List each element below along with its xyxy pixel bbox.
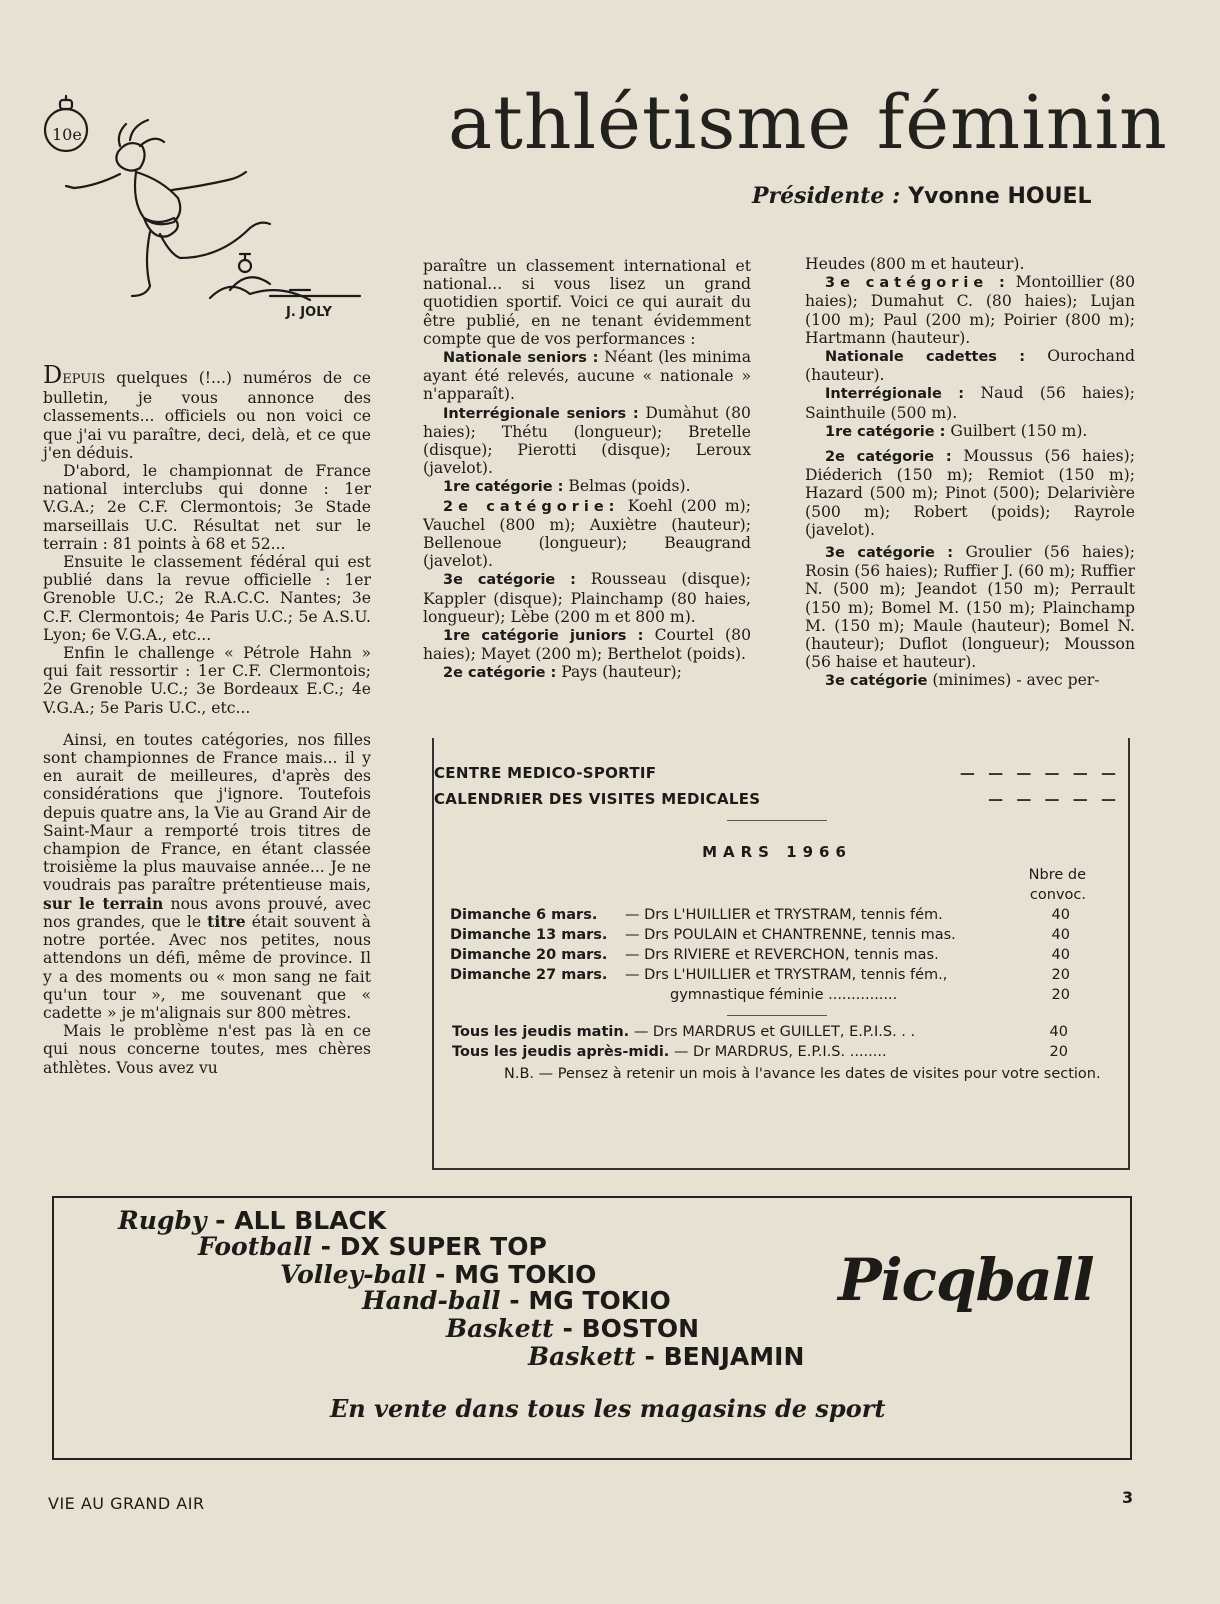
col2-interregionale-seniors: Interrégionale seniors : Dumàhut (80 haies); Thétu (longueur); Bretelle (disque); Pierotti (disque); Leroux (javelot). xyxy=(423,403,751,478)
medical-box-bottom-rule xyxy=(432,1168,1130,1170)
col2-categorie-3: 3e catégorie : Rousseau (disque); Kappler (disque); Plainchamp (80 haies, longueur); Lèbe (200 m et 800 m). xyxy=(423,570,751,626)
dropcap: D xyxy=(43,361,63,389)
short-divider xyxy=(727,1015,827,1016)
col2-categorie-2: 2e catégorie: Koehl (200 m); Vauchel (800 m); Auxiètre (hauteur); Bellenoue (longueur); Beaugrand (javelot). xyxy=(423,496,751,571)
weekly-visits xyxy=(434,1024,1120,1085)
thursday-morning-row: Tous les jeudis matin. — Drs MARDRUS et GUILLET, E.P.I.S. . . 40 xyxy=(452,1024,1068,1040)
medical-heading-1: CENTRE MEDICO-SPORTIF — — — — — — xyxy=(434,764,1120,782)
month-heading: MARS 1966 xyxy=(702,843,852,861)
column-2 xyxy=(423,257,751,683)
publication-name: VIE AU GRAND AIR xyxy=(48,1494,205,1513)
medical-calendar xyxy=(434,764,1120,1085)
col2-juniors-2: 2e catégorie : Pays (hauteur); xyxy=(443,663,682,682)
brand-logo: Picqball xyxy=(838,1246,1094,1314)
advert-tagline: En vente dans tous les magasins de sport xyxy=(330,1394,886,1423)
president-line xyxy=(752,183,1092,209)
col3-categorie-3b: 3e catégorie : Groulier (56 haies); Rosin (56 haies); Ruffier J. (60 m); Ruffier N. (500 m); Jeandot (150 m); Perrault (150 m); Bomel M. (150 m); Plainchamp M. (150 m); Maule (hauteur); Bomel N. (hauteur); Duflot (longueur); Mousson (56 haise et hauteur). xyxy=(805,543,1135,672)
advert-line: Baskett - BOSTON xyxy=(446,1314,700,1343)
col3-paragraph-1: Heudes (800 m et hauteur). xyxy=(805,255,1025,273)
visit-list xyxy=(434,907,1120,1007)
col3-categorie-1: 1re catégorie : Guilbert (150 m). xyxy=(825,421,1088,440)
advert-box xyxy=(52,1196,1132,1460)
col1-paragraph-6: Mais le problème n'est pas là en ce qui nous concerne toutes, mes chères athlètes. Vous avez vu xyxy=(43,1022,371,1077)
medical-box-right-rule xyxy=(1128,738,1130,1170)
page-title: athlétisme féminin xyxy=(448,80,1168,166)
advert-line: Baskett - BENJAMIN xyxy=(528,1342,805,1371)
visit-row: Dimanche 27 mars. — Drs L'HUILLIER et TRYSTRAM, tennis fém., 20 xyxy=(450,967,1070,983)
president-name: Yvonne HOUEL xyxy=(908,184,1092,209)
col2-categorie-1: 1re catégorie : Belmas (poids). xyxy=(443,477,691,496)
col3-categorie-2: 2e catégorie : Moussus (56 haies); Diéderich (150 m); Remiot (150 m); Hazard (500 m); Pinot (500); Delarivière (500 m); Robert (poids); Rayrole (javelot). xyxy=(805,447,1136,539)
advert-line: Rugby - ALL BLACK xyxy=(118,1206,387,1235)
visit-row: Dimanche 6 mars. — Drs L'HUILLIER et TRYSTRAM, tennis fém. 40 xyxy=(450,907,1070,923)
medical-heading-2: CALENDRIER DES VISITES MEDICALES — — — — — xyxy=(434,790,1120,808)
page-number: 3 xyxy=(1122,1488,1134,1507)
column-1 xyxy=(43,361,371,1077)
visit-row: Dimanche 13 mars. — Drs POULAIN et CHANTRENNE, tennis mas. 40 xyxy=(450,927,1070,943)
col2-nationale-seniors: Nationale seniors : Néant (les minima ayant été relevés, aucune « nationale » n'apparaît). xyxy=(423,348,751,404)
col3-categorie-3: 3e catégorie : Montoillier (80 haies); Dumahut C. (80 haies); Lujan (100 m); Paul (200 m); Poirier (800 m); Hartmann (hauteur). xyxy=(805,273,1135,347)
col1-paragraph-3: Ensuite le classement fédéral qui est publié dans la revue officielle : 1er Grenoble U.C.; 2e R.A.C.C. Nantes; 3e C.F. Clermontois; 4e Paris U.C.; 5e A.S.U. Lyon; 6e V.G.A., etc... xyxy=(43,553,371,644)
col1-paragraph-1: DEPUIS quelques (!...) numéros de ce bulletin, je vous annonce des classements... officiels ou non voici ce que j'ai vu paraître, deci, delà, et ce que j'en déduis. xyxy=(43,361,371,462)
short-divider xyxy=(727,820,827,821)
advert-line: Football - DX SUPER TOP xyxy=(198,1232,547,1261)
column-3 xyxy=(805,255,1135,691)
thursday-afternoon-row: Tous les jeudis après-midi. — Dr MARDRUS, E.P.I.S. ........ 20 xyxy=(452,1044,1068,1060)
col1-paragraph-2: D'abord, le championnat de France national interclubs qui donne : 1er V.G.A.; 2e C.F. Clermontois; 3e Stade marseillais U.C. Résultat net sur le terrain : 81 points à 68 et 52... xyxy=(43,462,371,553)
col3-interregionale: Interrégionale : Naud (56 haies); Sainthuile (500 m). xyxy=(805,384,1135,422)
advert-line: Hand-ball - MG TOKIO xyxy=(362,1286,671,1315)
advert-line: Volley-ball - MG TOKIO xyxy=(280,1260,597,1289)
visit-row-gymnastics: gymnastique féminie ............... 20 xyxy=(670,987,1070,1003)
athlete-illustration xyxy=(40,90,380,330)
badge-text: 10e xyxy=(52,125,82,144)
col3-minimes: 3e catégorie (minimes) - avec per- xyxy=(825,671,1100,690)
president-label: Présidente : xyxy=(752,183,901,209)
col1-paragraph-5: Ainsi, en toutes catégories, nos filles sont championnes de France mais... il y en aurait de meilleures, d'après des considérations que j'ignore. Toutefois depuis quatre ans, la Vie au Grand Air de Saint-Maur a remporté trois titres de champion de France, en étant classée troisième la plus mauvaise année... Je ne voudrais pas paraître prétentieuse mais, sur le terrain nous avons prouvé, avec nos grandes, que le titre était souvent à notre portée. Avec nos petites, nous attendons un défi, même de province. Il y a des moments ou « mon sang ne fait qu'un tour », me souvenant que « cadette » je m'alignais sur 800 mètres. xyxy=(43,730,371,1022)
col2-paragraph-1: paraître un classement international et national... si vous lisez un grand quotidien sportif. Voici ce qui aurait du être publié, en ne tenant évidemment compte que de vos performances : xyxy=(423,257,751,348)
col2-juniors-1: 1re catégorie juniors : Courtel (80 haies); Mayet (200 m); Berthelot (poids). xyxy=(423,626,751,664)
illustrator-signature: J. JOLY xyxy=(286,305,332,320)
col3-nationale-cadettes: Nationale cadettes : Ourochand (hauteur). xyxy=(805,347,1135,385)
visit-row: Dimanche 20 mars. — Drs RIVIERE et REVERCHON, tennis mas. 40 xyxy=(450,947,1070,963)
col1-paragraph-4: Enfin le challenge « Pétrole Hahn » qui fait ressortir : 1er C.F. Clermontois; 2e Grenoble U.C.; 3e Bordeaux E.C.; 4e V.G.A.; 5e Paris U.C., etc... xyxy=(43,644,371,717)
count-column-header: Nbre de convoc. xyxy=(1028,867,1086,903)
nb-note: N.B. — Pensez à retenir un mois à l'avance les dates de visites pour votre section. xyxy=(504,1066,1101,1082)
